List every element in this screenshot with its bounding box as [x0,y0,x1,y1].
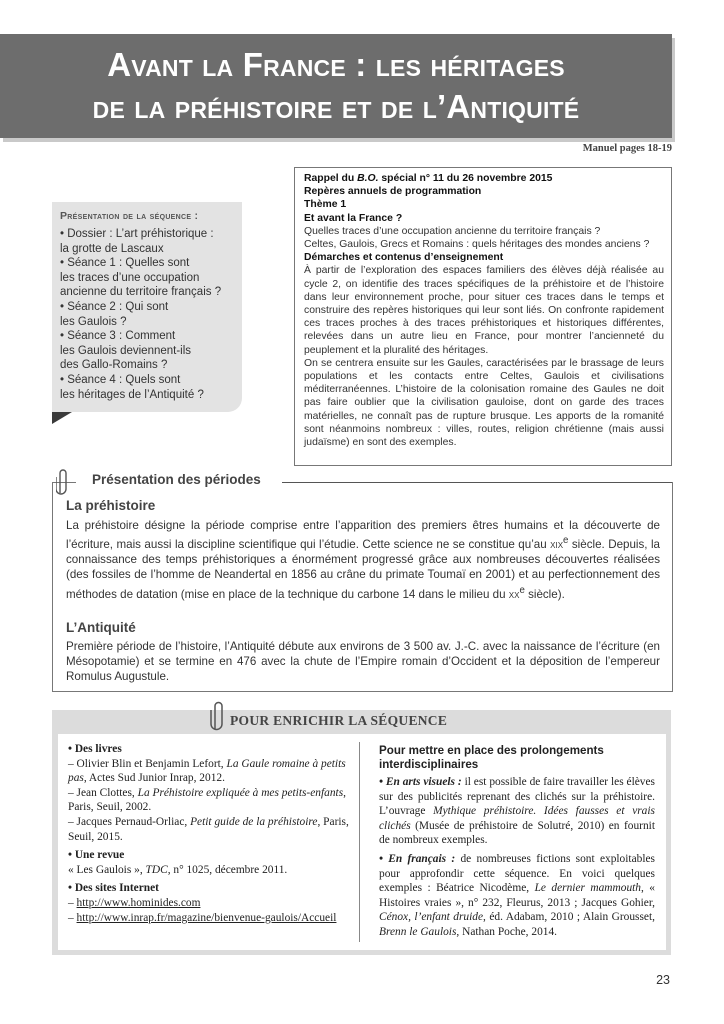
site-item: – http://www.inrap.fr/magazine/bienvenue-gaulois/Accueil [68,911,337,924]
sequence-line: • Dossier : L’art préhistorique : [60,228,214,240]
bo-theme-title: Et avant la France ? [304,212,403,224]
page-title-line-1: Avant la France : les héritages [107,46,565,83]
sequence-line: les traces d’une occupation [60,271,200,284]
antiquite-heading: L’Antiquité [66,620,136,635]
paperclip-icon [210,699,226,733]
enrichir-prolongements [379,744,655,944]
sequence-line: des Gallo-Romains ? [60,359,168,372]
enrichir-divider [359,742,360,942]
sequence-line: • Séance 2 : Qui sont [60,300,169,313]
sequence-line: les Gaulois deviennent-ils [60,344,192,357]
bo-paragraph-1: À partir de l’exploration des espaces familiers des élèves déjà réalisée au cycle 2, on identifie des traces spécifiques de la préhistoire et de l’histoire dans leur environnement proche, pour situer ces traces dans le temps et construire des repères historiques qui leur sont liés. On confronte rapidement ces traces proches à des traces préhistoriques et historiques différentes, relevées dans un autre lieu en France, pour montrer l’ancienneté du peuplement et la pluralité des héritages. [304,265,664,356]
enrichir-resources [68,742,350,925]
bo-paragraph-2: On se centrera ensuite sur les Gaules, caractérisées par le brassage de leurs populations et les contacts entre Celtes, Gaulois et civilisations méditerranéennes. L’histoire de la colonisation romaine des Gaules ne doit pas faire oublier que la civilisation gauloise, dont on garde des traces matérielles, ne connaît pas de rupture brusque. Les apports de la romanité sont néanmoins nombreux : villes, routes, religion chrétienne (mais aussi judaïsme) en sont des exemples. [304,357,664,449]
livres-heading: • Des livres [68,743,122,755]
livre-item: – Jacques Pernaud-Orliac, Petit guide de la préhistoire, Paris, Seuil, 2015. [68,815,349,843]
sequence-line: • Séance 3 : Comment [60,330,176,343]
bo-reminder-content [304,172,664,449]
antiquite-text: Première période de l’histoire, l’Antiquité débute aux environs de 3 500 av. J.-C. avec la naissance de l’écriture (en Mésopotamie) et se termine en 476 avec la chute de l’Empire romain d’Occident et la déposition de l’empereur Romulus Augustule. [66,640,660,684]
livre-item: – Jean Clottes, La Préhistoire expliquée à mes petits-enfants, Paris, Seuil, 2002. [68,786,346,814]
sequence-line: • Séance 1 : Quelles sont [60,257,190,270]
bo-demarches-title: Démarches et contenus d’enseignement [304,252,504,264]
bo-question-2: Celtes, Gaulois, Grecs et Romains : quels héritages des mondes anciens ? [304,239,650,251]
site-link-inrap[interactable]: http://www.inrap.fr/magazine/bienvenue-gaulois/Accueil [76,911,337,924]
title-banner [0,34,672,138]
sequence-line: les héritages de l’Antiquité ? [60,388,204,401]
prehistoire-text: La préhistoire désigne la période comprise entre l’apparition des premiers êtres humains et la découverte de l’écriture, mais aussi la discipline scientifique qui l’étudie. Cette science ne se constitue qu’au xix$^e$ siècle. Depuis, la connaissance des temps préhistoriques a énormément progressé grâce aux nombreuses découvertes réalisées (des fossiles de l’homme de Neandertal en 1856 au crâne du primate Toumaï en 2001) et au perfectionnement des méthodes de datation (mise en place de la technique du carbone 14 dans le milieu du $xx^e$ siècle). [66,519,661,601]
page-title-line-2: de la préhistoire et de l’Antiquité [92,88,580,125]
periods-title-rule [282,482,672,483]
sequence-line: • Séance 4 : Quels sont [60,373,181,386]
sites-heading: • Des sites Internet [68,882,159,895]
site-item: – http://www.hominides.com [68,896,201,909]
paperclip-icon [56,467,70,497]
sequence-list [60,227,238,402]
page-number: 23 [656,973,670,987]
revue-item: « Les Gaulois », TDC, n° 1025, décembre 2011. [68,863,288,876]
sequence-line: ancienne du territoire français ? [60,286,222,299]
sequence-panel-corner [52,412,72,424]
bo-question-1: Quelles traces d’une occupation ancienne du territoire français ? [304,225,601,237]
sequence-line: la grotte de Lascaux [60,242,164,255]
periods-title: Présentation des périodes [92,472,261,487]
sequence-title: Présentation de la séquence : [60,210,199,222]
enrichir-title: POUR ENRICHIR LA SÉQUENCE [230,713,448,728]
manuel-pages-reference: Manuel pages 18-19 [582,143,672,154]
livre-item: – Olivier Blin et Benjamin Lefort, La Gaule romaine à petits pas, Actes Sud Junior Inrap, 2012. [68,757,346,785]
prehistoire-heading: La préhistoire [66,498,156,513]
bo-theme: Thème 1 [304,199,347,211]
bo-reperes: Repères annuels de programmation [304,186,482,198]
bo-heading: Rappel du B.O. spécial n° 11 du 26 novembre 2015 [304,173,553,184]
site-link-hominides[interactable]: http://www.hominides.com [76,896,201,909]
arts-visuels-paragraph: • En arts visuels : il est possible de faire travailler les élèves sur des publicités reprenant des clichés sur la préhistoire. L’ouvrage Mythique préhistoire. Idées fausses et vrais clichés (Musée de préhistoire de Solutré, 2010) en fournit de nombreux exemples. [379,776,655,847]
sequence-line: les Gaulois ? [60,315,127,328]
revue-heading: • Une revue [68,849,125,862]
prolongements-heading: Pour mettre en place des prolongements interdisciplinaires [379,744,604,771]
francais-paragraph: • En français : de nombreuses fictions sont exploitables pour approfondir cette séquence. En voici quelques exemples : Béatrice Nicodème, Le dernier mammouth, « Histoires vraies », n° 232, Fleurus, 2013 ; Jacques Gohier, Cénox, l’enfant druide, éd. Adabam, 2010 ; Alain Grousset, Brenn le Gaulois, Nathan Poche, 2014. [379,852,656,938]
